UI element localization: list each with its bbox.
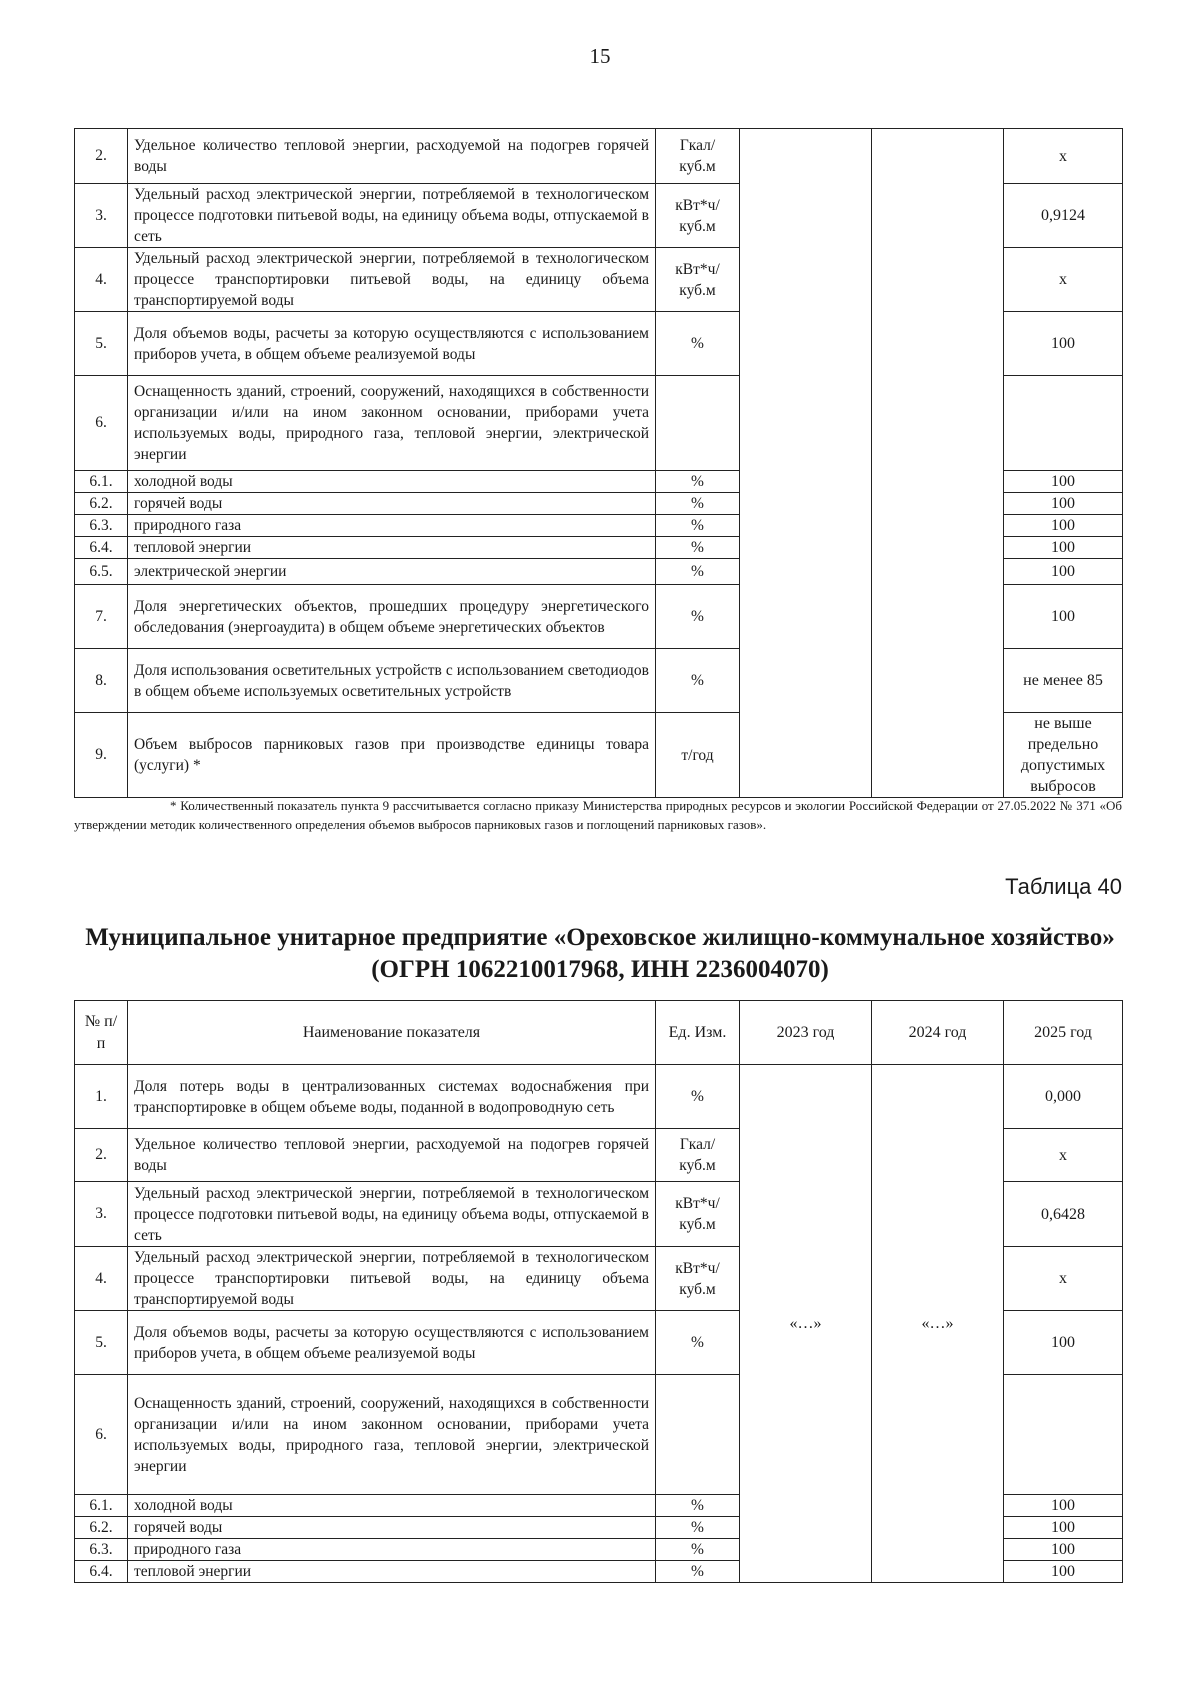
row-number: 6.: [75, 1375, 128, 1495]
table-header-row: [75, 1001, 1123, 1065]
year-2023-cell: [740, 129, 872, 798]
column-header-name: Наименование показателя: [128, 1001, 656, 1065]
unit-cell: %: [656, 585, 740, 649]
unit-cell: т/год: [656, 713, 740, 798]
indicator-name: Доля энергетических объектов, прошедших процедуру энергетического обследования (энергоаудита) в общем объеме энергетических объектов: [128, 585, 656, 649]
year-2025-value: х: [1004, 1247, 1123, 1311]
unit-cell: %: [656, 1561, 740, 1583]
row-number: 6.2.: [75, 1517, 128, 1539]
indicator-name: холодной воды: [128, 471, 656, 493]
row-number: 5.: [75, 1311, 128, 1375]
unit-cell: Гкал/ куб.м: [656, 1129, 740, 1182]
row-number: 3.: [75, 1182, 128, 1247]
row-number: 6.4.: [75, 1561, 128, 1583]
year-2023-cell: «…»: [740, 1065, 872, 1583]
column-header-2025: 2025 год: [1004, 1001, 1123, 1065]
organization-ids: (ОГРН 1062210017968, ИНН 2236004070): [371, 956, 829, 983]
row-number: 6.4.: [75, 537, 128, 559]
year-2025-value: х: [1004, 1129, 1123, 1182]
row-number: 9.: [75, 713, 128, 798]
row-number: 1.: [75, 1065, 128, 1129]
column-header-2024: 2024 год: [872, 1001, 1004, 1065]
indicator-name: Удельный расход электрической энергии, потребляемой в технологическом процессе подготовки питьевой воды, на единицу объема воды, отпускаемой в сеть: [128, 184, 656, 248]
unit-cell: %: [656, 471, 740, 493]
unit-cell: [656, 1375, 740, 1495]
year-2025-value: 100: [1004, 312, 1123, 376]
year-2025-value: не выше предельно допустимых выбросов: [1004, 713, 1123, 798]
year-2025-value: 0,000: [1004, 1065, 1123, 1129]
indicator-name: Доля потерь воды в централизованных системах водоснабжения при транспортировке в общем объеме воды, поданной в водопроводную сеть: [128, 1065, 656, 1129]
indicator-name: Оснащенность зданий, строений, сооружений, находящихся в собственности организации и/или на ином законном основании, приборами учета используемых воды, природного газа, тепловой энергии, электрической энергии: [128, 376, 656, 471]
unit-cell: %: [656, 1065, 740, 1129]
indicator-name: Доля объемов воды, расчеты за которую осуществляются с использованием приборов учета, в общем объеме реализуемой воды: [128, 312, 656, 376]
indicator-name: Удельный расход электрической энергии, потребляемой в технологическом процессе транспортировки питьевой воды, на единицу объема транспортируемой воды: [128, 1247, 656, 1311]
indicator-name: Доля объемов воды, расчеты за которую осуществляются с использованием приборов учета, в общем объеме реализуемой воды: [128, 1311, 656, 1375]
unit-cell: кВт*ч/ куб.м: [656, 248, 740, 312]
row-number: 6.1.: [75, 471, 128, 493]
year-2025-value: 100: [1004, 471, 1123, 493]
row-number: 7.: [75, 585, 128, 649]
table-row: [75, 1065, 1123, 1129]
unit-cell: кВт*ч/ куб.м: [656, 1247, 740, 1311]
row-number: 8.: [75, 649, 128, 713]
table-row: [75, 129, 1123, 184]
unit-cell: %: [656, 515, 740, 537]
indicator-name: Доля использования осветительных устройств с использованием светодиодов в общем объеме используемых осветительных устройств: [128, 649, 656, 713]
year-2025-value: 100: [1004, 1311, 1123, 1375]
unit-cell: %: [656, 312, 740, 376]
indicator-name: Оснащенность зданий, строений, сооружений, находящихся в собственности организации и/или на ином законном основании, приборами учета используемых воды, природного газа, тепловой энергии, электрической энергии: [128, 1375, 656, 1495]
page-number: 15: [589, 44, 611, 68]
indicators-table: [74, 1000, 1123, 1583]
year-2024-cell: «…»: [872, 1065, 1004, 1583]
year-2025-value: 100: [1004, 1517, 1123, 1539]
indicator-name: горячей воды: [128, 493, 656, 515]
indicator-name: Удельный расход электрической энергии, потребляемой в технологическом процессе подготовки питьевой воды, на единицу объема воды, отпускаемой в сеть: [128, 1182, 656, 1247]
year-2024-cell: [872, 129, 1004, 798]
unit-cell: %: [656, 1517, 740, 1539]
unit-cell: %: [656, 493, 740, 515]
row-number: 6.: [75, 376, 128, 471]
column-header-unit: Ед. Изм.: [656, 1001, 740, 1065]
indicator-name: природного газа: [128, 515, 656, 537]
year-2025-value: 100: [1004, 1561, 1123, 1583]
year-2025-value: 100: [1004, 493, 1123, 515]
row-number: 2.: [75, 1129, 128, 1182]
indicator-name: холодной воды: [128, 1495, 656, 1517]
unit-cell: [656, 376, 740, 471]
row-number: 4.: [75, 1247, 128, 1311]
row-number: 2.: [75, 129, 128, 184]
column-header-number: № п/п: [75, 1001, 128, 1065]
row-number: 5.: [75, 312, 128, 376]
year-2025-value: [1004, 376, 1123, 471]
indicator-name: тепловой энергии: [128, 537, 656, 559]
indicator-name: Удельный расход электрической энергии, потребляемой в технологическом процессе транспортировки питьевой воды, на единицу объема транспортируемой воды: [128, 248, 656, 312]
row-number: 3.: [75, 184, 128, 248]
indicator-name: Удельное количество тепловой энергии, расходуемой на подогрев горячей воды: [128, 129, 656, 184]
year-2025-value: 100: [1004, 585, 1123, 649]
indicator-name: горячей воды: [128, 1517, 656, 1539]
unit-cell: %: [656, 537, 740, 559]
year-2025-value: [1004, 1375, 1123, 1495]
indicators-table-continued: [74, 128, 1123, 798]
year-2025-value: 100: [1004, 1495, 1123, 1517]
row-number: 6.5.: [75, 559, 128, 585]
unit-cell: %: [656, 1311, 740, 1375]
indicator-name: тепловой энергии: [128, 1561, 656, 1583]
year-2025-value: не менее 85: [1004, 649, 1123, 713]
row-number: 4.: [75, 248, 128, 312]
row-number: 6.3.: [75, 1539, 128, 1561]
unit-cell: Гкал/ куб.м: [656, 129, 740, 184]
row-number: 6.2.: [75, 493, 128, 515]
indicator-name: Объем выбросов парниковых газов при производстве единицы товара (услуги) *: [128, 713, 656, 798]
indicator-name: природного газа: [128, 1539, 656, 1561]
year-2025-value: 0,9124: [1004, 184, 1123, 248]
year-2025-value: 100: [1004, 1539, 1123, 1561]
unit-cell: %: [656, 1539, 740, 1561]
organization-title: [60, 922, 1140, 986]
unit-cell: кВт*ч/ куб.м: [656, 1182, 740, 1247]
unit-cell: %: [656, 649, 740, 713]
year-2025-value: 0,6428: [1004, 1182, 1123, 1247]
table-label: Таблица 40: [1005, 874, 1122, 899]
unit-cell: кВт*ч/ куб.м: [656, 184, 740, 248]
organization-name: Муниципальное унитарное предприятие «Ореховское жилищно-коммунальное хозяйство»: [85, 924, 1115, 951]
year-2025-value: х: [1004, 248, 1123, 312]
row-number: 6.3.: [75, 515, 128, 537]
year-2025-value: х: [1004, 129, 1123, 184]
year-2025-value: 100: [1004, 515, 1123, 537]
unit-cell: %: [656, 559, 740, 585]
year-2025-value: 100: [1004, 537, 1123, 559]
indicator-name: электрической энергии: [128, 559, 656, 585]
column-header-2023: 2023 год: [740, 1001, 872, 1065]
footnote: * Количественный показатель пункта 9 рассчитывается согласно приказу Министерства природных ресурсов и экологии Российской Федерации от 27.05.2022 № 371 «Об утверждении методик количественного определения объемов выбросов парниковых газов и поглощений парниковых газов».: [74, 798, 1122, 832]
year-2025-value: 100: [1004, 559, 1123, 585]
row-number: 6.1.: [75, 1495, 128, 1517]
unit-cell: %: [656, 1495, 740, 1517]
indicator-name: Удельное количество тепловой энергии, расходуемой на подогрев горячей воды: [128, 1129, 656, 1182]
